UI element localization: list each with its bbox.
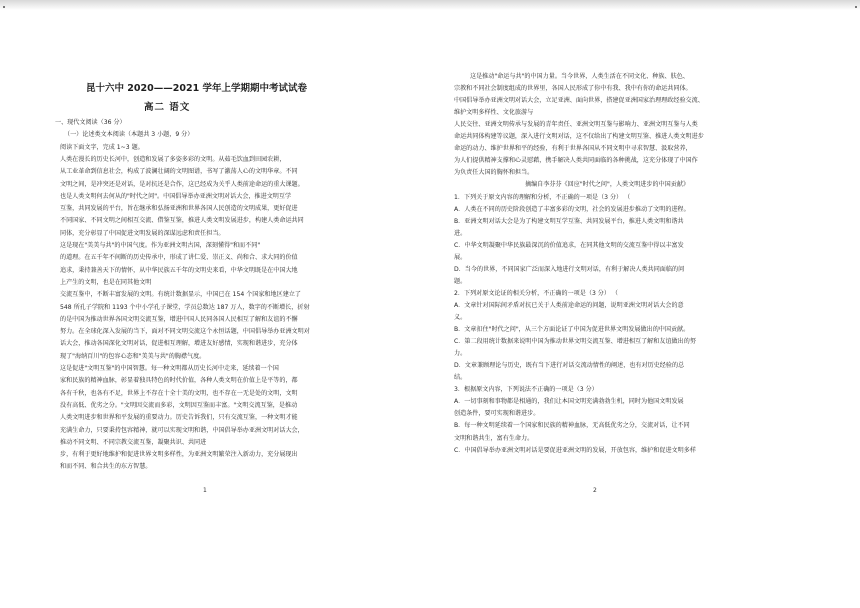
text-line: 2．下列对原文论证的相关分析，不正确的一项是（3 分） （ [454,289,618,297]
text-line: 和而不同、和合共生的东方智慧。 [60,463,152,471]
text-line: 题。 [454,277,467,285]
text-line: 这是现在"美美与共"的中国气度。作为亚洲文明古国，深刻懂得"和而不同" [60,242,261,249]
text-line: 摘编自李芬芬《回应"时代之问"，人类文明进步的中国贡献》 [525,181,690,189]
text-line: C．中国倡导举办亚洲文明对话是要促进亚洲文明的发展，开放包容，维护和促进文明多样 [454,446,696,454]
right-page [430,0,860,608]
text-line: 1．下列关于原文内容的理解和分析，不正确的一项是（3 分） （ [454,193,631,201]
text-line: 家和民族的精神血脉，彰显着独具特色的时代价值，各种人类文明在价值上是平等的，都 [60,377,298,385]
page-number-right: 2 [593,487,597,494]
text-line: B．每一种文明延续着一个国家和民族的精神血脉，无高低优劣之分，交流对话，让不同 [454,422,690,430]
text-line: C．中华文明凝聚中华民族最深沉的价值追求，在同其他文明的交流互鉴中得以丰富发 [454,241,684,249]
text-line: 人类文明进步和世界和平发展的重要动力。历史告诉我们，只有交流互鉴，一种文明才能 [60,414,298,422]
text-line: 推动不同文明、不同宗教交流互鉴，凝聚共识、共同进 [60,438,207,446]
text-line: 的是中国为推动世界各国文明交流互鉴，增进中国人民同各国人民相互了解和友谊的不懈 [60,315,298,323]
text-line: 命运共同体构建等议题，深入进行文明对话，这不仅给出了构建文明互鉴、推进人类文明进步 [454,133,704,141]
text-line: 为负责任大国的胸怀和担当。 [454,169,534,177]
text-line: 力。 [454,350,467,358]
text-line: 548 所孔子学院和 1193 个中小学孔子课堂，学员总数达 187 万人，数字的不断增长，折射 [60,303,310,311]
text-line: 为人们提供精神支撑和心灵慰藉，携手解决人类共同面临的各种挑战，这充分体现了中国作 [454,157,698,165]
text-line: 也是人类文明何去何从的"时代之问"。中国倡导举办亚洲文明对话大会，推进文明互学 [60,192,292,200]
grade-subject: 高二 语文 [144,102,191,113]
scan-mark [3,6,5,8]
text-line: 中国倡导举办亚洲文明对话大会，立足亚洲、面向世界，搭建促亚洲国家治理理政经验交流、 [454,97,704,105]
text-line: 文明之间，是冲突还是对话，是对抗还是合作，这已经成为关乎人类前途命运的重大课题。 [60,180,304,188]
text-line: B．文章扣住"时代之问"，从三个方面论证了中国为促进世界文明发展做出的中国贡献。 [454,326,690,334]
text-line: 充满生命力，只要秉持包容精神，就可以实现文明和谐，中国倡导举办亚洲文明对话大会， [60,426,304,434]
text-line: 不同国家、不同文明之间相互交流、借鉴互鉴，推进人类文明发展进步，构建人类命运共同 [60,217,304,225]
text-line: 上产生的文明，也是在同其他文明 [60,278,152,286]
page-number-left: 1 [203,487,207,494]
text-line: 从工业革命到信息社会，构成了波澜壮阔的文明图谱，书写了激荡人心的文明华章。不同 [60,168,298,176]
text-line: 没有高低、优劣之分。"文明因交流而多彩，文明因互鉴而丰富。"文明交流互鉴，是推动 [60,401,298,409]
text-line: D．文章兼顾理论与历史，既有当下进行对话交流动情性的阐述，也有对历史经验的总 [454,362,685,370]
text-line: 文明和谐共生，富有生命力。 [454,434,534,442]
text-line: 追求，秉持兼善天下的情怀，从中华民族五千年的文明史来看，中华文明既是在中国大地 [60,266,298,274]
text-line: 努力。在全球化深入发展的当下，面对不同文明交流这个永恒话题，中国倡导举办亚洲文明对 [60,328,310,336]
text-line: A．文章针对国际间矛盾对抗已关于人类前途命运的问题，说明亚洲文明对话大会的意 [454,301,684,309]
text-line: B．亚洲文明对话大会是为了构建文明互学互鉴、共同发展平台，推进人类文明和谐共 [454,217,684,225]
text-line: 义。 [454,314,467,321]
text-line: 阅读下面文字，完成 1~3 题。 [60,143,144,151]
text-line: 宗教和不同社会制度组成的世界里，各国人民形成了你中有我、我中有你的命运共同体。 [454,85,692,93]
text-line: A．一切事刻和事物都是相通的，我们让本国文明充满勃勃生机，同时为他国文明发展 [454,398,684,406]
text-line: 结。 [454,374,467,382]
text-line: D．当今的世界，不同国家广泛而深入地进行文明对话，有利于解决人类共同面临的问 [454,265,685,273]
text-line: A．人类在不同的历史阶段创造了丰富多彩的文明，社会的发展进步推动了文明的进程。 [454,205,690,213]
text-line: （一）论述类文本阅读（本题共 3 小题，9 分） [64,131,194,139]
text-line: 交流互鉴中，不断丰富发展的文明。有统计数据显示，中国已在 154 个国家和地区建立了 [60,291,301,299]
text-line: 创造条件，要可实现和谐进步。 [454,410,540,418]
text-line: 人民交往、亚洲文明传承与发展的青年责任、亚洲文明互鉴与影响力、亚洲文明互鉴与人类 [454,121,698,129]
text-line: 进。 [454,229,467,237]
text-line: 各有千秋，也各有不足，世界上不存在十全十美的文明，也不存在一无是处的文明，文明 [60,389,298,397]
text-line: 展。 [454,253,467,261]
text-line: 维护文明多样性、文化旅游与 [454,109,534,117]
text-line: 这是促进"文明互鉴"的中国智慧。每一种文明都从历史长河中走来，延续着一个国 [60,365,279,372]
text-line: 一、现代文阅读（36 分） [55,119,126,126]
scan-mark [855,6,857,8]
text-line: 人类在漫长的历史长河中，创造和发展了多姿多彩的文明。从茹毛饮血到田园农耕， [60,155,286,163]
text-line: 现了"海纳百川"的包容心态和"美美与共"的胸襟气度。 [60,352,206,360]
exam-title: 昆十六中 2020——2021 学年上学期期中考试试卷 [86,83,307,94]
text-line: 的道理。在五千年不间断的历史传承中，形成了讲仁爱、崇正义、尚和合、求大同的价值 [60,254,298,262]
text-line: 命运的动力、维护世界和平的经验，有利于世界各国从不同文明中寻求智慧、汲取营养， [454,145,692,153]
text-line: 3．根据原文内容，下列说法不正确的一项是（3 分） [454,386,598,394]
text-line: 步，有利于更好地维护和促进世界文明多样性，为亚洲文明繁荣注入新动力，充分展现出 [60,451,298,459]
text-line: 互鉴，共同发展的平台，旨在继承和弘扬亚洲和世界各国人民创造的文明成果，更好促进 [60,205,298,213]
text-line: C．第二段用统计数据来说明中国为推动世界文明交流互鉴、增进相互了解和友谊做出的努 [454,338,696,346]
text-line: 同体，充分彰显了中国促进文明发展的深谋远虑和责任担当。 [60,229,225,237]
text-line: 这是推动"命运与共"的中国力量。当今世界，人类生活在不同文化、种族、肤色、 [470,73,689,80]
text-line: 话大会，推动各国深化文明对话，促进相互理解，增进友好感情，实现和谐进步，充分体 [60,340,298,348]
